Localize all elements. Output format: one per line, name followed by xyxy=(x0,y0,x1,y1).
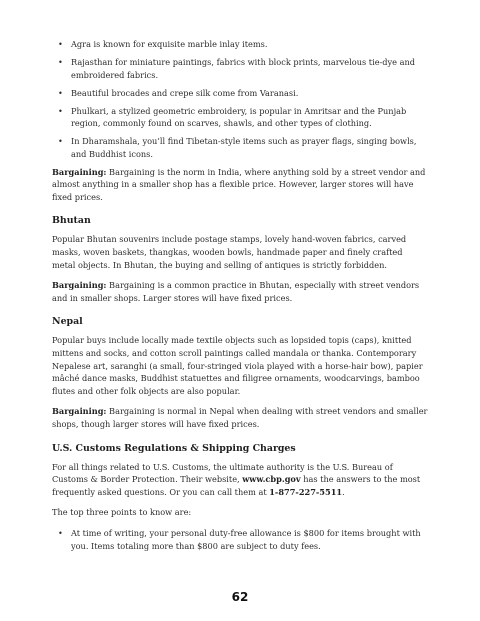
list-item: • At time of writing, your personal duty-free allowance is $800 for items brought with you. Items totaling more than $800 are subject to duty fees. xyxy=(58,527,421,551)
bullet-icon: • xyxy=(58,39,63,49)
customs-heading: U.S. Customs Regulations & Shipping Charges xyxy=(52,442,296,454)
bargaining-label: Bargaining: xyxy=(52,280,107,291)
india-bullet-list xyxy=(52,38,428,160)
bhutan-intro-paragraph: Popular Bhutan souvenirs include postage stamps, lovely hand-woven fabrics, carved masks, woven baskets, thangkas, wooden bowls, handmade paper and finely crafted metal objects. In Bhutan, the buying and selling of antiques is strictly forbidden. xyxy=(52,234,407,270)
nepal-intro-paragraph: Popular buys include locally made textile objects such as lopsided topis (caps), knitted mittens and socks, and cotton scroll paintings called mandala or thanka. Contemporary Nepalese art, saranghi (a small, four-stringed viola played with a horse-hair bow), papier mâché dance masks, Buddhist statuettes and filigree ornaments, woodcarvings, bamboo flutes and other folk objects are also popular. xyxy=(52,335,423,396)
nepal-bargaining-paragraph: Bargaining: Bargaining is normal in Nepal when dealing with street vendors and smaller shops, though larger stores will have fixed prices. xyxy=(52,406,428,430)
list-item: • Rajasthan for miniature paintings, fabrics with block prints, marvelous tie-dye and embroidered fabrics. xyxy=(58,56,416,80)
list-item: • In Dharamshala, you’ll find Tibetan-style items such as prayer flags, singing bowls, and Buddhist icons. xyxy=(58,136,417,159)
bargaining-label: Bargaining: xyxy=(52,406,107,417)
customs-intro-paragraph: For all things related to U.S. Customs, the ultimate authority is the U.S. Bureau of Customs & Border Protection. Their website, www.cbp.gov has the answers to the most frequently asked questions. Or you can call them at 1-877-227-5511. xyxy=(52,461,421,497)
bhutan-heading: Bhutan xyxy=(52,215,91,227)
phone-number: 1-877-227-5511 xyxy=(269,486,343,497)
bullet-icon: • xyxy=(58,136,63,147)
top-three-paragraph: The top three points to know are: xyxy=(52,507,192,518)
page-number: 62 xyxy=(231,590,249,604)
bullet-icon: • xyxy=(58,87,63,98)
list-item: • Beautiful brocades and crepe silk come from Varanasi. xyxy=(58,87,299,98)
bullet-icon: • xyxy=(58,105,63,116)
nepal-heading: Nepal xyxy=(52,316,83,328)
bullet-icon: • xyxy=(58,527,63,538)
list-item: • Phulkari, a stylized geometric embroidery, is popular in Amritsar and the Punjab region, commonly found on scarves, shawls, and other types of clothing. xyxy=(58,105,407,129)
india-bargaining-paragraph: Bargaining: Bargaining is the norm in India, where anything sold by a street vendor and almost anything in a smaller shop has a flexible price. However, larger stores will have fixed prices. xyxy=(52,166,426,202)
website-link[interactable]: www.cbp.gov xyxy=(242,474,301,485)
bhutan-bargaining-paragraph: Bargaining: Bargaining is a common practice in Bhutan, especially with street vendors and in smaller shops. Larger stores will have fixed prices. xyxy=(52,280,420,303)
list-item: • Agra is known for exquisite marble inlay items. xyxy=(58,39,268,49)
customs-bullet-list xyxy=(52,527,428,552)
bargaining-label: Bargaining: xyxy=(52,166,107,177)
bullet-icon: • xyxy=(58,56,63,67)
